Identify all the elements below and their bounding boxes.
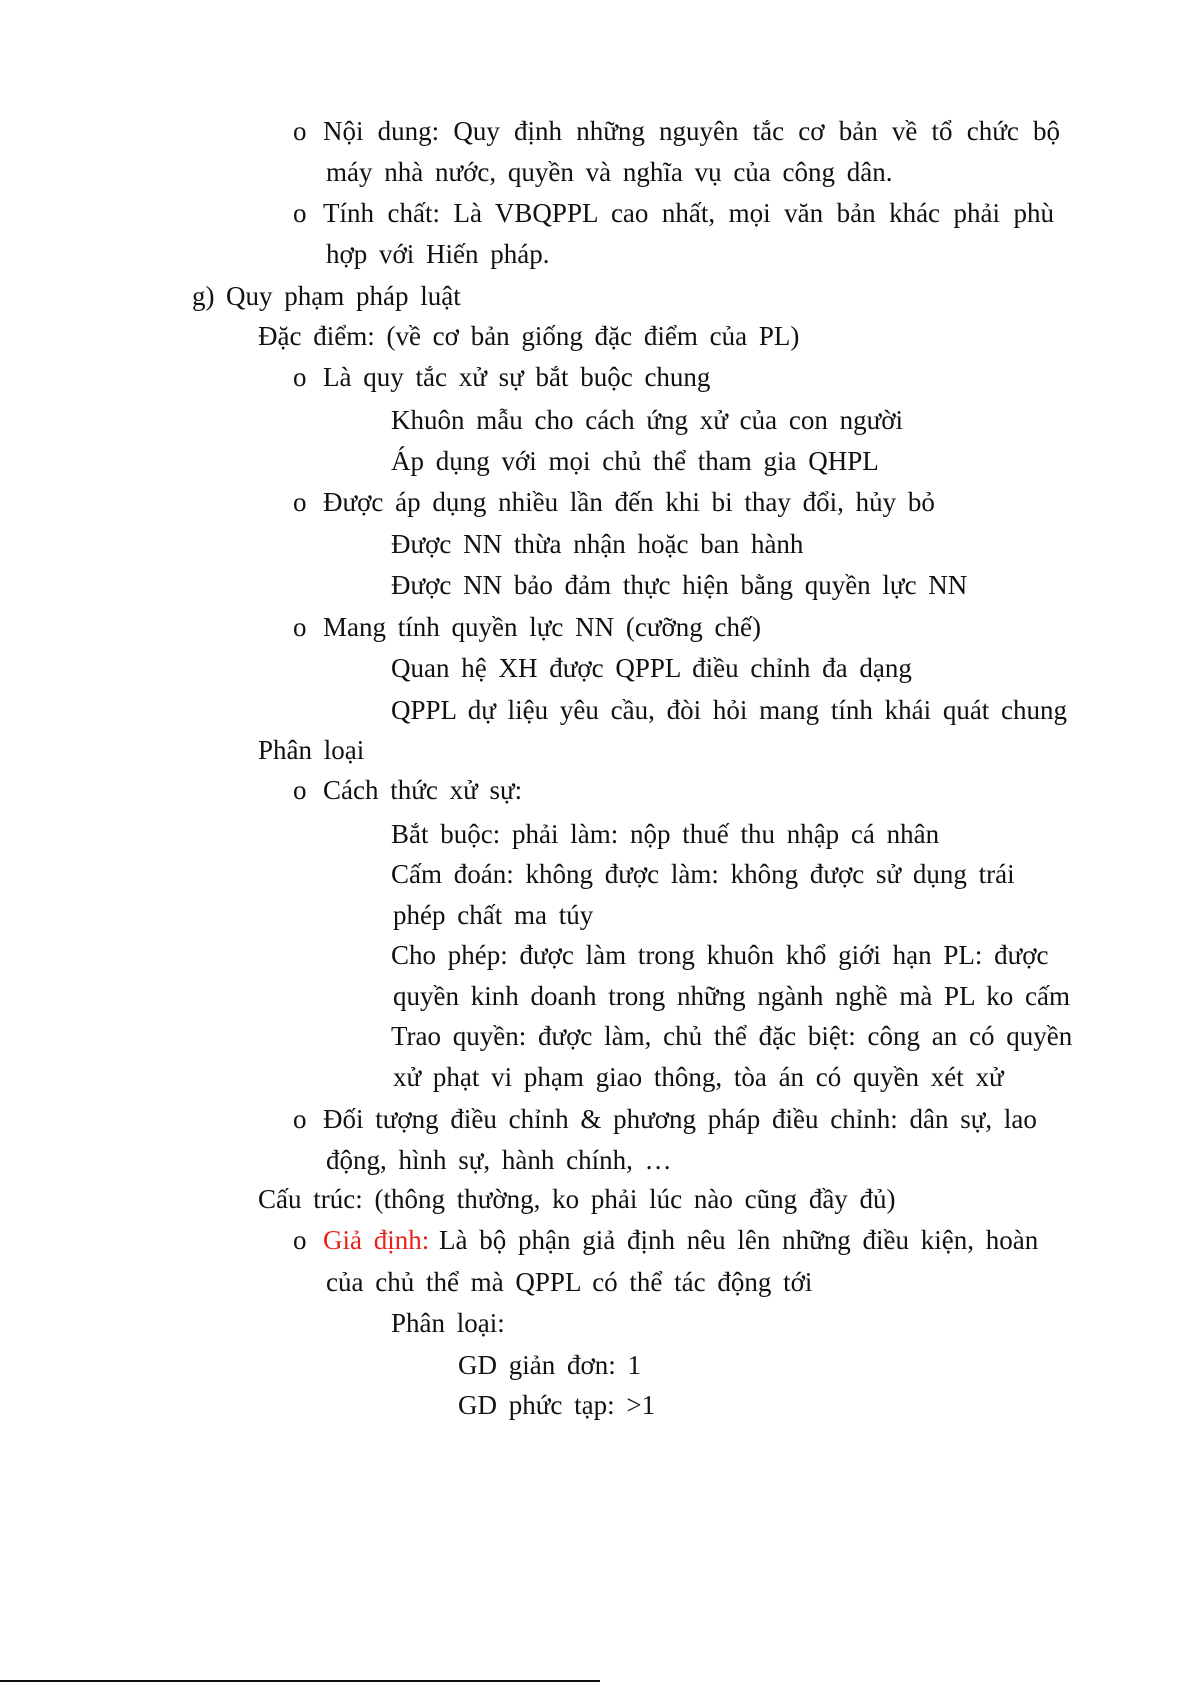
line-text: quyền kinh doanh trong những ngành nghề mà PL ko cấm (393, 981, 1071, 1011)
line-text: Là quy tắc xử sự bắt buộc chung (323, 362, 711, 392)
line-text: máy nhà nước, quyền và nghĩa vụ của công dân. (326, 157, 893, 187)
circle-bullet: o (293, 362, 307, 392)
line-text: GD giản đơn: 1 (458, 1350, 642, 1380)
line-text: động, hình sự, hành chính, … (326, 1145, 672, 1175)
line-text: Khuôn mẫu cho cách ứng xử của con người (391, 405, 904, 435)
section-letter: g) (192, 281, 215, 311)
circle-bullet: o (293, 198, 307, 228)
line-text: Cấm đoán: không được làm: không được sử dụng trái (391, 859, 1015, 889)
line-text: Áp dụng với mọi chủ thể tham gia QHPL (391, 446, 879, 476)
circle-bullet: o (293, 612, 307, 642)
line-text: Cấu trúc: (thông thường, ko phải lúc nào cũng đầy đủ) (258, 1184, 896, 1214)
line-text: Trao quyền: được làm, chủ thể đặc biệt: công an có quyền (391, 1021, 1073, 1051)
line-text: Bắt buộc: phải làm: nộp thuế thu nhập cá nhân (391, 819, 940, 849)
circle-bullet: o (293, 1104, 307, 1134)
line-text: Mang tính quyền lực NN (cưỡng chế) (323, 612, 761, 642)
line-text: phép chất ma túy (393, 900, 594, 930)
circle-bullet: o (293, 775, 307, 805)
circle-bullet: o (293, 1225, 307, 1255)
line-text: Được NN thừa nhận hoặc ban hành (391, 529, 804, 559)
line-text: Cho phép: được làm trong khuôn khổ giới hạn PL: được (391, 940, 1049, 970)
line-text: Được NN bảo đảm thực hiện bằng quyền lực NN (391, 570, 968, 600)
line-text: Đối tượng điều chỉnh & phương pháp điều chỉnh: dân sự, lao (323, 1104, 1037, 1134)
line-text: Nội dung: Quy định những nguyên tắc cơ bản về tổ chức bộ (323, 116, 1060, 146)
line-text: Cách thức xử sự: (323, 775, 523, 805)
line-text-with-highlight (323, 1222, 1039, 1258)
highlighted-term: Giả định: (323, 1225, 430, 1255)
line-text: hợp với Hiến pháp. (326, 239, 550, 269)
line-text: Phân loại (258, 735, 365, 765)
circle-bullet: o (293, 487, 307, 517)
section-heading: Quy phạm pháp luật (226, 281, 461, 311)
line-text: QPPL dự liệu yêu cầu, đòi hỏi mang tính khái quát chung (391, 695, 1068, 725)
line-text: Đặc điểm: (về cơ bản giống đặc điểm của PL) (258, 321, 800, 351)
line-text: Được áp dụng nhiều lần đến khi bi thay đổi, hủy bỏ (323, 487, 935, 517)
line-text: Phân loại: (391, 1308, 505, 1338)
line-text: xử phạt vi phạm giao thông, tòa án có quyền xét xử (393, 1062, 1004, 1092)
line-text: của chủ thể mà QPPL có thể tác động tới (326, 1267, 813, 1297)
line-text: Tính chất: Là VBQPPL cao nhất, mọi văn bản khác phải phù (323, 198, 1054, 228)
line-text: Quan hệ XH được QPPL điều chỉnh đa dạng (391, 653, 912, 683)
line-text: Là bộ phận giả định nêu lên những điều kiện, hoàn (439, 1225, 1039, 1255)
bottom-rule (0, 1680, 600, 1682)
circle-bullet: o (293, 116, 307, 146)
line-text: GD phức tạp: >1 (458, 1390, 656, 1420)
